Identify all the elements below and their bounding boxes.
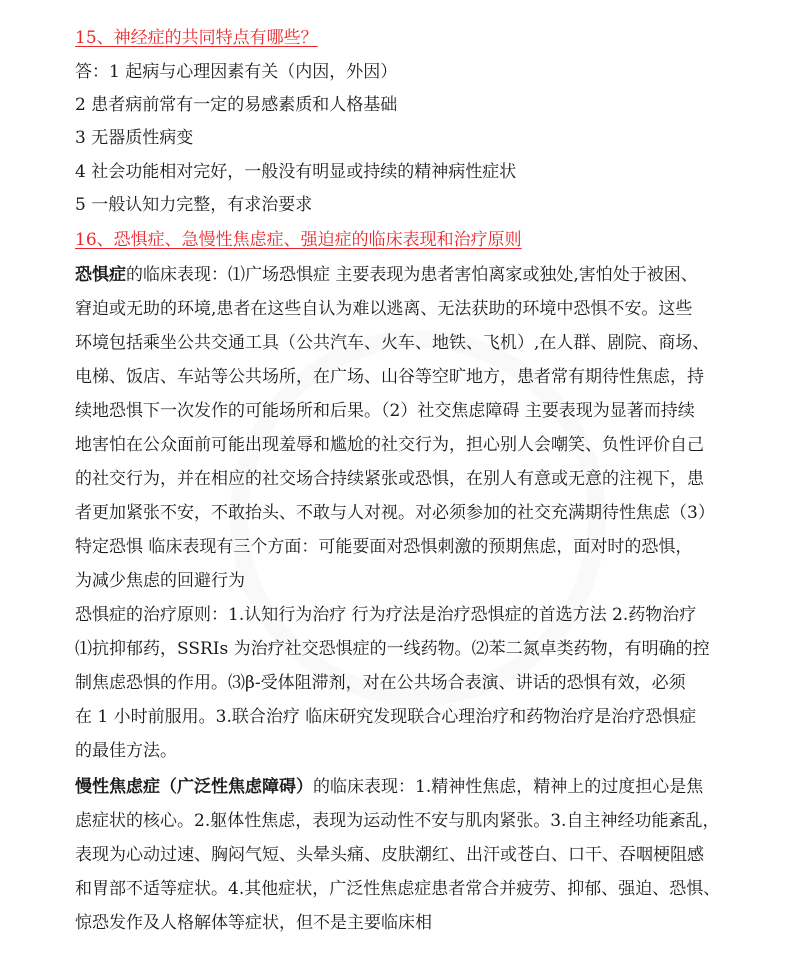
q15-line: 2 患者病前常有一定的易感素质和人格基础 (75, 95, 398, 115)
phobia-first-line (75, 264, 698, 286)
gad-line: 表现为心动过速、胸闷气短、头晕头痛、皮肤潮红、出汗或苍白、口干、吞咽梗阻感 (75, 845, 704, 865)
treatment-line: 在 1 小时前服用。3.联合治疗 临床研究发现联合心理治疗和药物治疗是治疗恐惧症 (75, 707, 697, 727)
q15-heading: 15、神经症的共同特点有哪些？ (75, 28, 318, 48)
phobia-term: 恐惧症 (75, 265, 126, 285)
phobia-line: 窘迫或无助的环境,患者在这些自认为难以逃离、无法获助的环境中恐惧不安。这些 (75, 299, 693, 319)
phobia-line: 环境包括乘坐公共交通工具（公共汽车、火车、地铁、飞机）,在人群、剧院、商场、 (75, 333, 710, 353)
gad-line: 和胃部不适等症状。4.其他症状，广泛性焦虑症患者常合并疲劳、抑郁、强迫、恐惧、 (75, 879, 721, 899)
gad-first-rest: 的临床表现：1.精神性焦虑，精神上的过度担心是焦 (313, 777, 704, 797)
phobia-line: 为减少焦虑的回避行为 (75, 571, 245, 591)
treatment-line: ⑴抗抑郁药，SSRIs 为治疗社交恐惧症的一线药物。⑵苯二氮卓类药物，有明确的控 (75, 639, 710, 659)
q15-line: 答：1 起病与心理因素有关（内因，外因） (75, 62, 398, 82)
phobia-line: 者更加紧张不安，不敢抬头、不敢与人对视。对必须参加的社交充满期待性焦虑（3） (75, 503, 715, 523)
gad-line: 虑症状的核心。2.躯体性焦虑，表现为运动性不安与肌肉紧张。3.自主神经功能紊乱， (75, 811, 720, 831)
q15-line: 3 无器质性病变 (75, 128, 194, 148)
phobia-line: 续地恐惧下一次发作的可能场所和后果。（2）社交焦虑障碍 主要表现为显著而持续 (75, 401, 695, 421)
gad-term: 慢性焦虑症（广泛性焦虑障碍） (75, 777, 313, 797)
gad-first-line (75, 776, 703, 798)
gad-line: 惊恐发作及人格解体等症状，但不是主要临床相 (75, 913, 432, 933)
phobia-line: 特定恐惧 临床表现有三个方面：可能要面对恐惧刺激的预期焦虑，面对时的恐惧， (75, 537, 693, 557)
q15-line: 5 一般认知力完整，有求治要求 (75, 195, 313, 215)
phobia-first-rest: 的临床表现：⑴广场恐惧症 主要表现为患者害怕离家或独处,害怕处于被困、 (126, 265, 698, 285)
phobia-line: 的社交行为，并在相应的社交场合持续紧张或恐惧，在别人有意或无意的注视下，患 (75, 469, 704, 489)
q15-line: 4 社会功能相对完好，一般没有明显或持续的精神病性症状 (75, 162, 517, 182)
treatment-line: 恐惧症的治疗原则：1.认知行为治疗 行为疗法是治疗恐惧症的首选方法 2.药物治疗 (75, 605, 697, 625)
phobia-line: 电梯、饭店、车站等公共场所，在广场、山谷等空旷地方，患者常有期待性焦虑，持 (75, 367, 704, 387)
phobia-line: 地害怕在公众面前可能出现羞辱和尴尬的社交行为，担心别人会嘲笑、负性评价自己 (75, 435, 704, 455)
treatment-line: 的最佳方法。 (75, 741, 177, 761)
treatment-line: 制焦虑恐惧的作用。⑶β-受体阻滞剂，对在公共场合表演、讲话的恐惧有效，必须 (75, 673, 686, 693)
q16-heading: 16、恐惧症、急慢性焦虑症、强迫症的临床表现和治疗原则 (75, 230, 522, 250)
